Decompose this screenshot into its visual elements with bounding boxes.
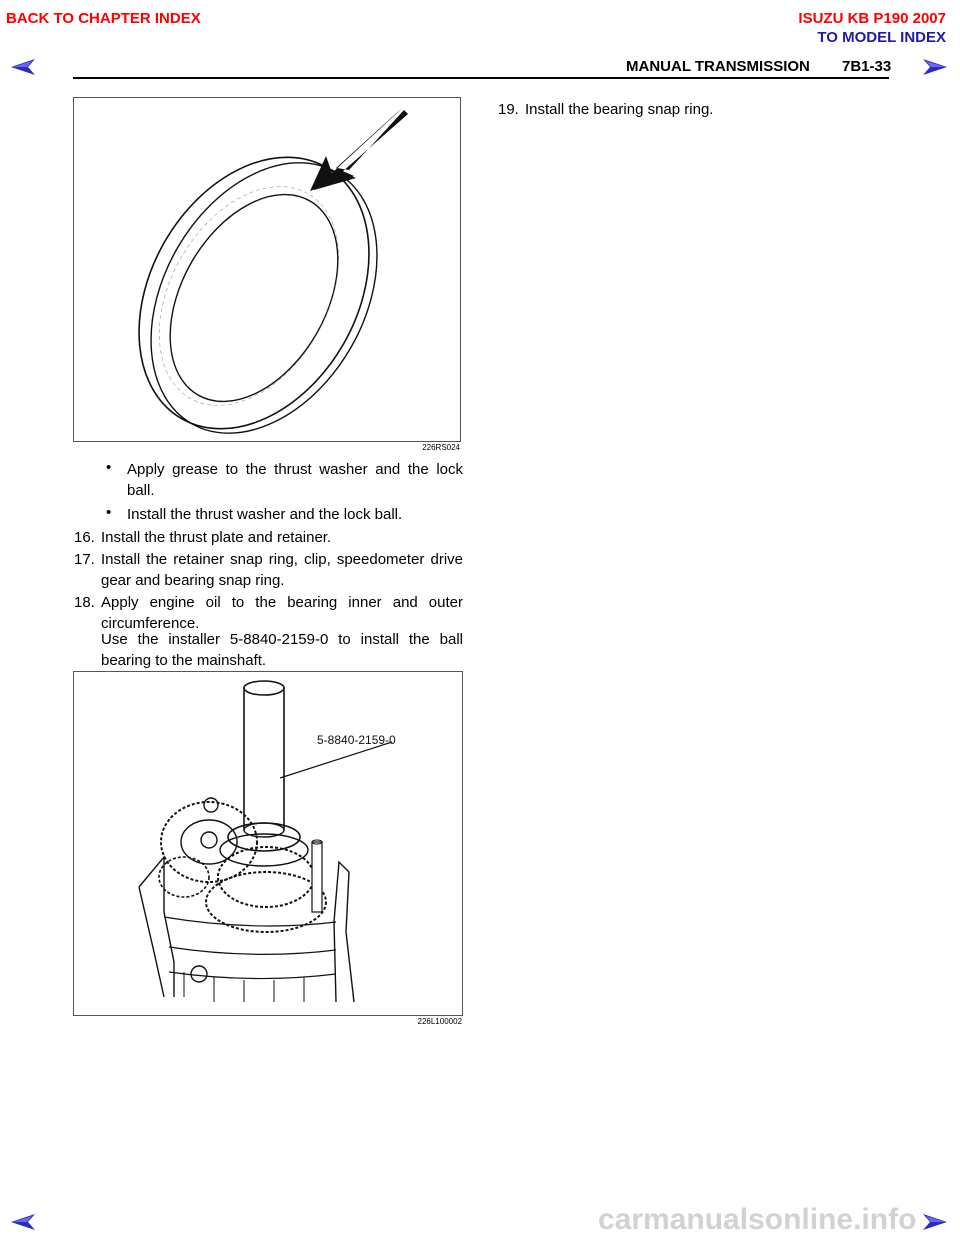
step-bullet-install-thrust-washer: Install the thrust washer and the lock ball.: [127, 506, 403, 523]
figure-thrust-washer: [73, 97, 461, 442]
step-17-text: Install the retainer snap ring, clip, speedometer drive gear and bearing snap ring.: [101, 551, 463, 589]
step-bullet-apply-grease: Apply grease to the thrust washer and the lock ball.: [127, 461, 463, 499]
thrust-washer-illustration: [74, 98, 460, 441]
step-19-text: Install the bearing snap ring.: [525, 101, 714, 118]
next-page-bottom-arrow-icon[interactable]: [922, 1213, 948, 1231]
page-number: 7B1-33: [842, 58, 892, 75]
next-page-arrow-icon[interactable]: [922, 58, 948, 76]
bullet-dot: •: [106, 504, 112, 521]
step-16-number: 16.: [74, 529, 95, 546]
model-title-link[interactable]: ISUZU KB P190 2007: [798, 10, 946, 27]
figure-2-caption: 226L100002: [417, 1017, 462, 1026]
step-18-text: Apply engine oil to the bearing inner and outer circumference.: [101, 594, 463, 632]
figure-installer-mainshaft: [73, 671, 463, 1016]
step-18-installer-text: Use the installer 5-8840-2159-0 to install the ball bearing to the mainshaft.: [101, 631, 463, 669]
bullet-dot: •: [106, 459, 112, 476]
prev-page-bottom-arrow-icon[interactable]: [10, 1213, 36, 1231]
header-rule: [73, 77, 889, 79]
installer-transmission-illustration: [74, 672, 462, 1015]
to-model-index-link[interactable]: TO MODEL INDEX: [817, 29, 946, 46]
figure-1-caption: 226RS024: [422, 443, 460, 452]
step-18-number: 18.: [74, 594, 95, 611]
section-title: MANUAL TRANSMISSION: [626, 58, 810, 75]
watermark: carmanualsonline.info: [598, 1203, 917, 1236]
back-to-chapter-index-link[interactable]: BACK TO CHAPTER INDEX: [6, 10, 201, 27]
step-17-number: 17.: [74, 551, 95, 568]
step-16-text: Install the thrust plate and retainer.: [101, 529, 332, 546]
prev-page-arrow-icon[interactable]: [10, 58, 36, 76]
installer-part-label: 5-8840-2159-0: [317, 733, 396, 747]
step-19-number: 19.: [498, 101, 519, 118]
